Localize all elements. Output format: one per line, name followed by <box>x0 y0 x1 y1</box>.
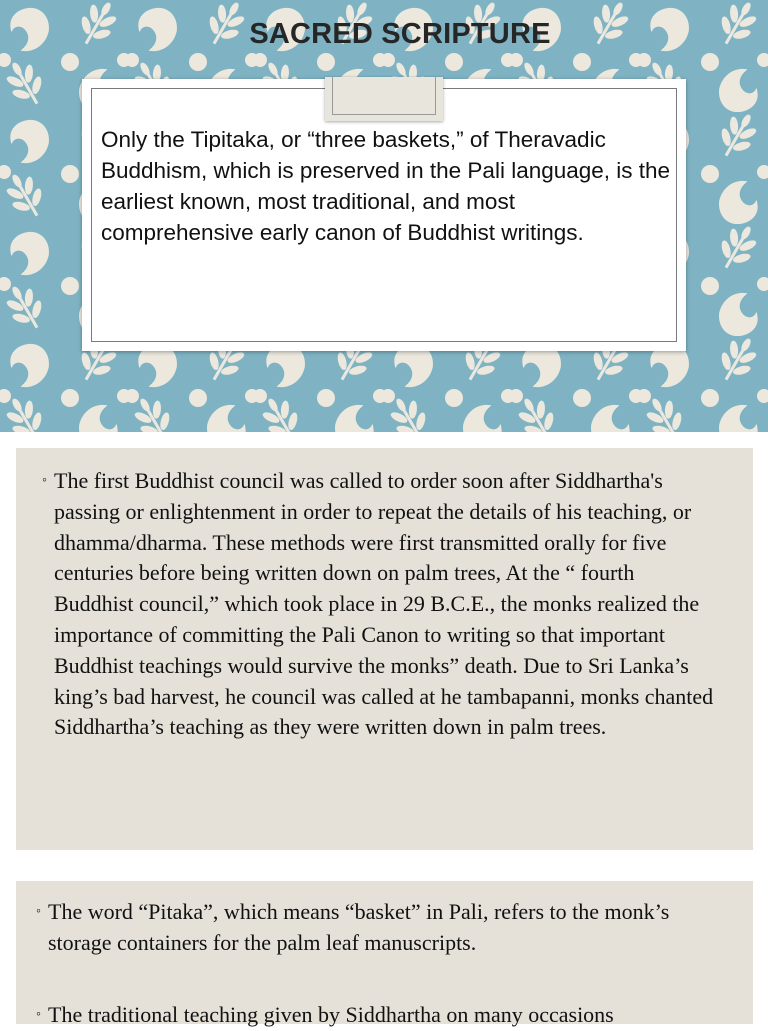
intro-text: Only the Tipitaka, or “three baskets,” of Theravadic Buddhism, which is preserved in the Pali language, is the earliest known, most traditional, and most comprehensive early canon of Buddhist writings. <box>101 127 671 245</box>
council-bullet <box>42 466 714 743</box>
bullet-mark: ◦ <box>36 904 41 919</box>
pitaka-bullet <box>36 897 708 959</box>
teaching-bullet-text: The traditional teaching given by Siddhartha on many occasions <box>48 1002 614 1027</box>
pitaka-bullet-text: The word “Pitaka”, which means “basket” in Pali, refers to the monk’s storage containers for the palm leaf manuscripts. <box>48 899 670 955</box>
bullet-mark: ◦ <box>42 473 47 488</box>
teaching-bullet <box>36 1000 728 1031</box>
card-tab-decoration <box>325 77 443 121</box>
bullet-mark: ◦ <box>36 1007 41 1022</box>
page-title: SACRED SCRIPTURE <box>249 18 551 50</box>
intro-card <box>82 79 686 351</box>
council-bullet-text: The first Buddhist council was called to order soon after Siddhartha's passing or enlightenment in order to repeat the details of his teaching, or dhamma/dharma. These methods were first transmitted orally for five centuries before being written down on palm trees, At the “ fourth Buddhist council,” which took place in 29 B.C.E., the monks realized the importance of committing the Pali Canon to writing so that important Buddhist teachings would survive the monks” death. Due to Sri Lanka’s king’s bad harvest, he council was called at he tambapanni, monks chanted Siddhartha’s teaching as they were written down in palm trees. <box>54 468 714 740</box>
